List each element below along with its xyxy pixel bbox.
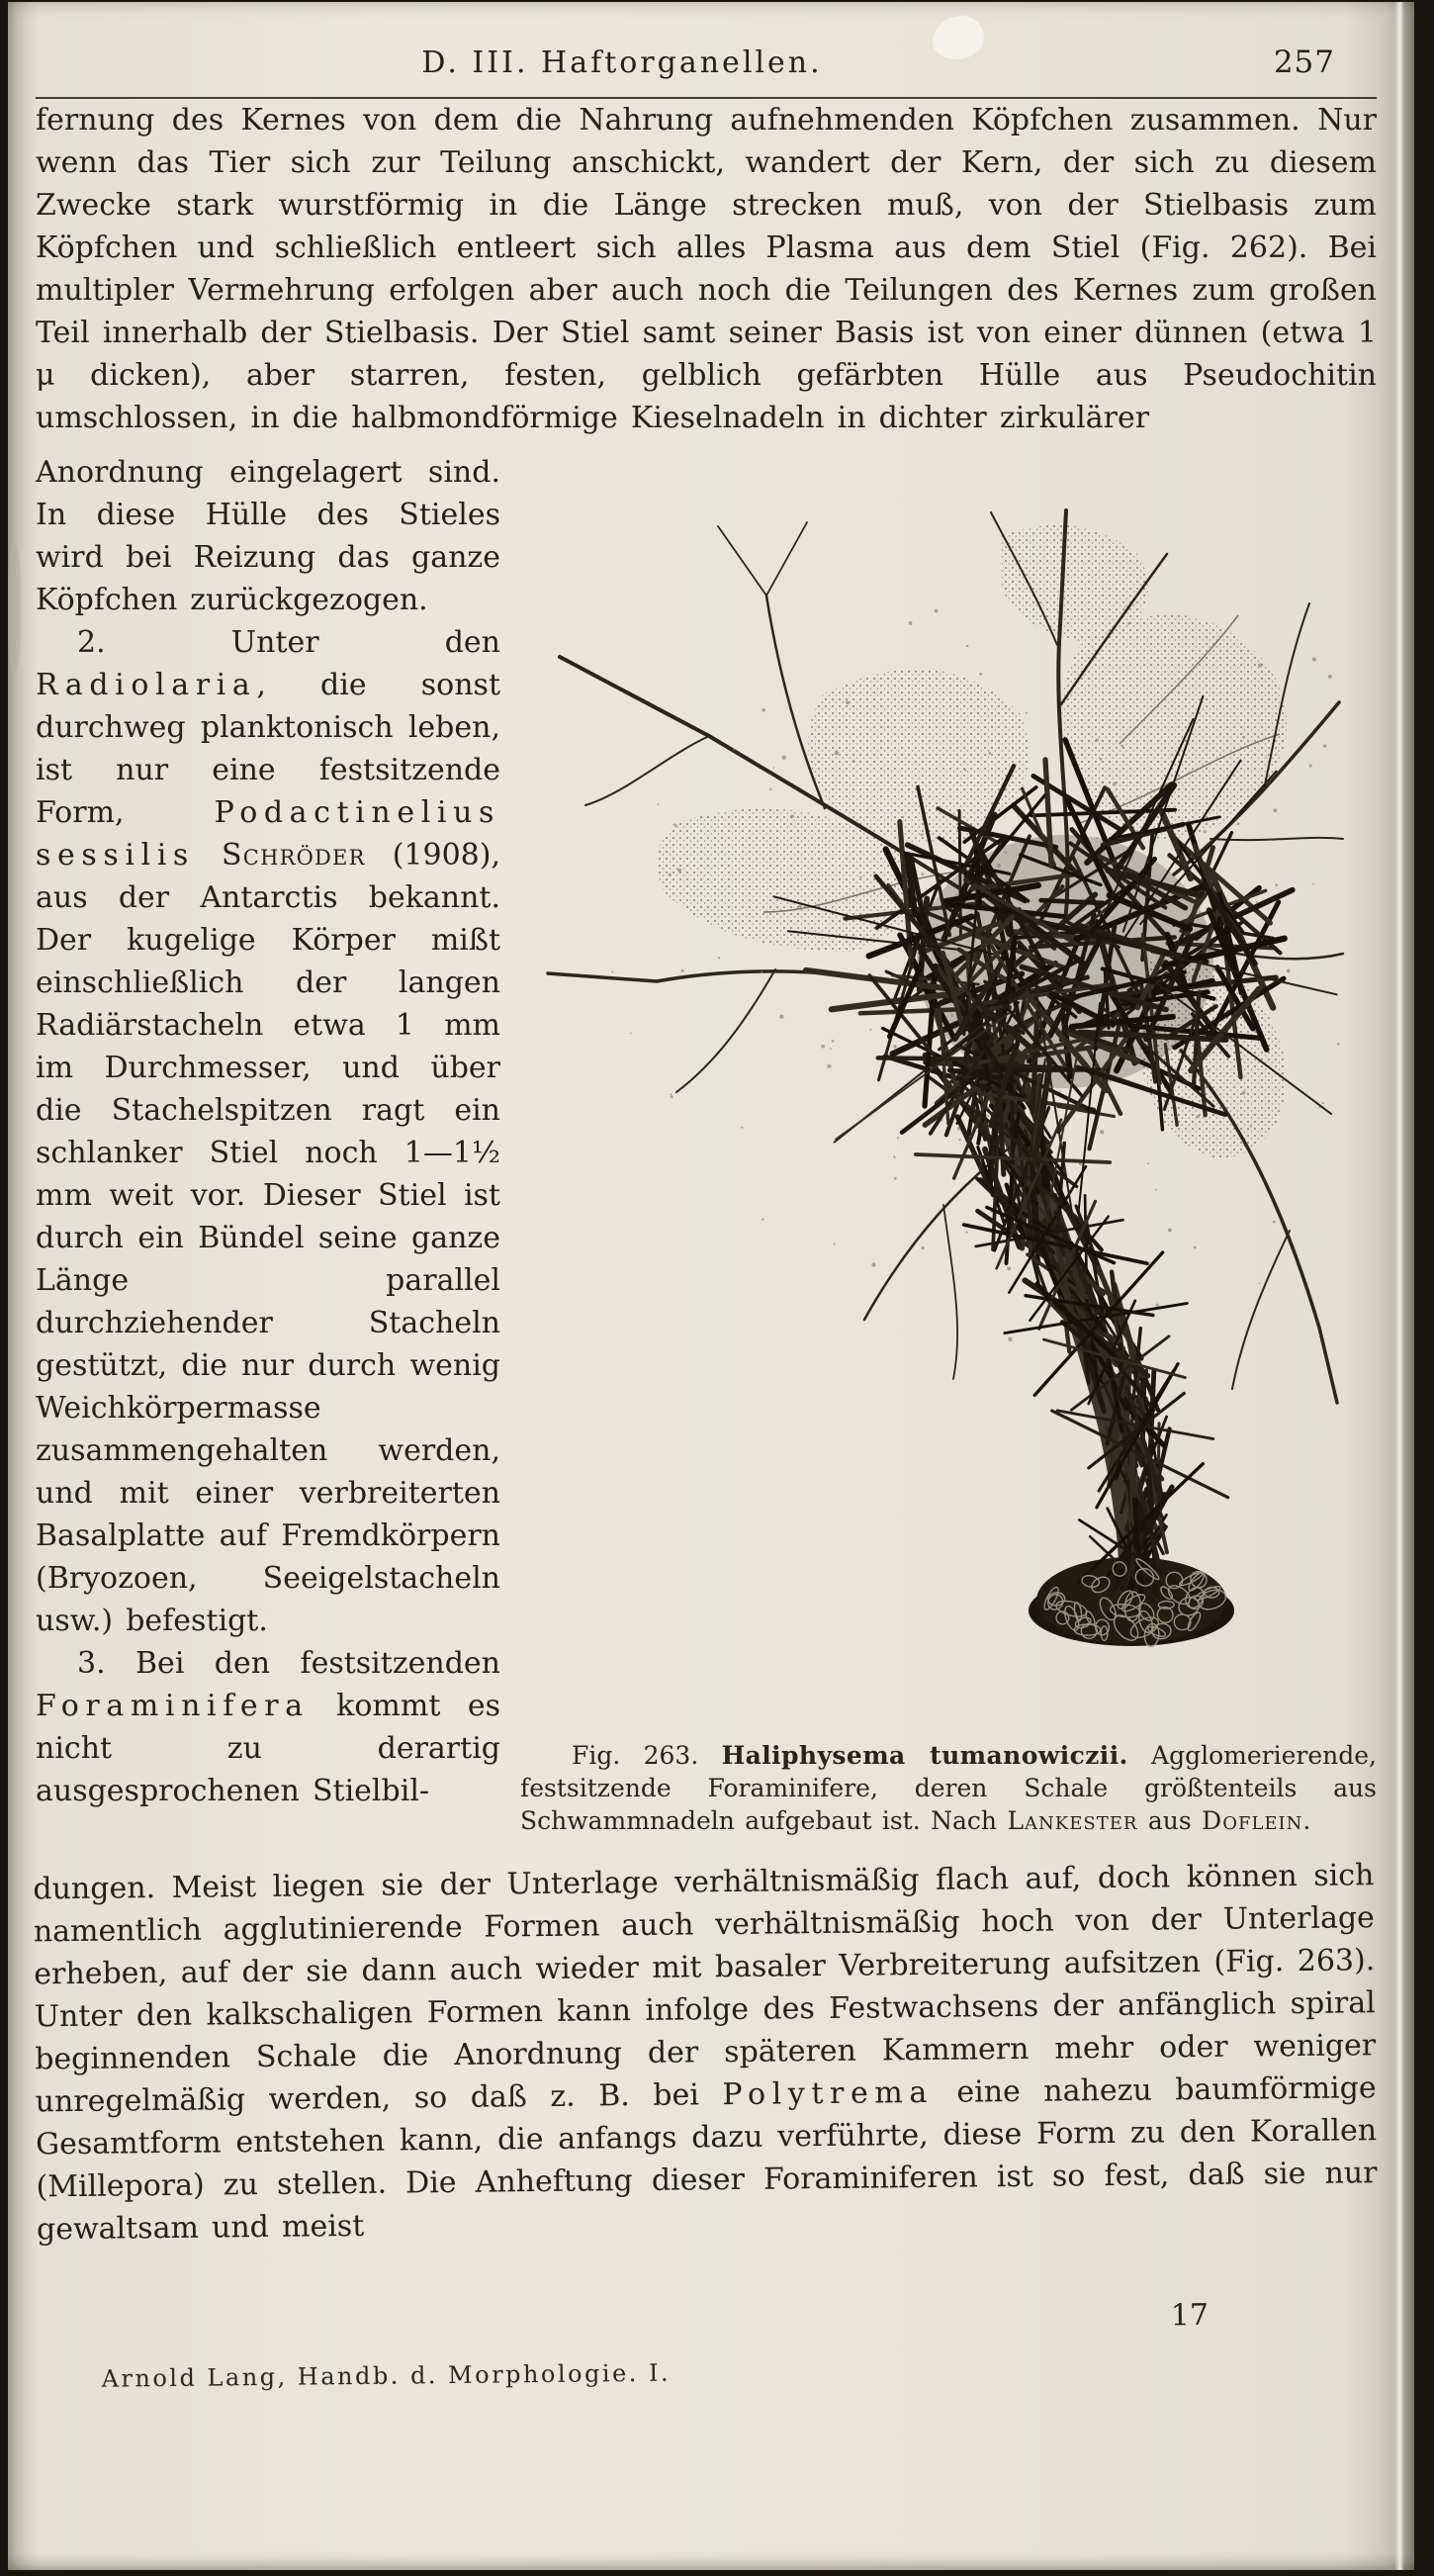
author-lankester: Lankester (1007, 1806, 1138, 1835)
spaced-term-foraminifera: Foraminifera (36, 1689, 310, 1723)
paragraph-foraminifera (36, 1642, 500, 1812)
spaced-term-radiolaria: Radiolaria (36, 668, 257, 702)
text-segment: eine nahezu baumförmige Gesamtform entstehen kann, die anfangs dazu verführte, diese Form zu den Korallen (Millepora) zu stellen. Die Anheftung dieser Foraminiferen ist so fest, daß sie nur gewaltsam und meist (35, 2070, 1378, 2248)
left-text-column (36, 451, 500, 1812)
text-segment: (1908), aus der Antarctis bekannt. Der kugelige Körper mißt einschließlich der langen Radiärstacheln etwa 1 mm im Durchmesser, und über die Stachelspitzen ragt ein schlanker Stiel noch 1—1½ mm weit vor. Dieser Stiel ist durch ein Bündel seine ganze Länge parallel durchziehender Stacheln gestützt, die nur durch wenig Weichkörpermasse zusammengehalten werden, und mit einer verbreiterten Basalplatte auf Fremdkörpern (Bryozoen, Seeigelstacheln usw.) befestigt. (36, 838, 500, 1638)
text-segment: kommt es nicht zu derartig ausgesprochenen Stielbil- (36, 1689, 500, 1808)
figure-column (500, 451, 1377, 1837)
text-segment: , die sonst durchweg planktonisch leben, ist nur eine festsitzende Form, (36, 668, 500, 830)
author-schroeder: Schröder (222, 838, 366, 873)
page-content (33, 42, 1378, 2396)
section-heading: D. III. Haftorganellen. (421, 46, 823, 80)
author-doflein: Doflein. (1202, 1806, 1312, 1835)
page-edge-highlight (1394, 2, 1404, 2570)
scan-smudge (8, 544, 21, 671)
text-segment: 3. Bei den festsitzenden (77, 1646, 500, 1681)
paragraph-bottom (33, 1854, 1378, 2251)
lower-page-block (33, 1854, 1380, 2401)
spaced-term-polytrema: Polytrema (722, 2074, 935, 2113)
paragraph-huelle: Anordnung eingelagert sind. In diese Hülle des Stieles wird bei Reizung das ganze Köpfchen zurückgezogen. (36, 455, 500, 617)
figure-illustration-haliphysema (526, 497, 1347, 1715)
sheet-signature-number: 17 (1170, 2297, 1210, 2334)
text-segment: 2. Unter den (77, 625, 500, 660)
book-imprint: Arnold Lang, Handb. d. Morphologie. I. (101, 2358, 672, 2393)
text-segment: Agglomerierende, festsitzende Foraminifere, deren Schale größtenteils aus Schwammnadeln aufgebaut ist. Nach (520, 1741, 1377, 1835)
paragraph-top-continuation: fernung des Kernes von dem die Nahrung aufnehmenden Köpfchen zusammen. Nur wenn das Tier sich zur Teilung anschickt, wandert der Kern, der sich zu diesem Zwecke stark wurstförmig in die Länge strecken muß, von der Stielbasis zum Köpfchen und schließlich entleert sich alles Plasma aus dem Stiel (Fig. 262). Bei multipler Vermehrung erfolgen aber auch noch die Teilungen des Kernes zum großen Teil innerhalb der Stielbasis. Der Stiel samt seiner Basis ist von einer dünnen (etwa 1 μ dicken), aber starren, festen, gelblich gefärbten Hülle aus Pseudochitin umschlossen, in die halbmondförmige Kieselnadeln in dichter zirkulärer (36, 103, 1377, 435)
species-name: Haliphysema tumanowiczii. (721, 1741, 1128, 1770)
spaced-term-podactinelius: Podactinelius sessilis (36, 795, 500, 873)
text-segment: aus (1137, 1806, 1203, 1835)
figure-caption (520, 1739, 1377, 1837)
text-segment: dungen. Meist liegen sie der Unterlage verhältnismäßig flach auf, doch können sich namentlich agglutinierende Formen auch verhältnismäßig hoch von der Unterlage erheben, auf der sie dann auch wieder mit basaler Verbreiterung aufsitzen (Fig. 263). Unter den kalkschaligen Formen kann infolge des Festwachsens der anfänglich spiral beginnenden Schale die Anordnung der späteren Kammern mehr oder weniger unregelmäßig werden, so daß z. B. bei (33, 1858, 1377, 2120)
page-number: 257 (1273, 45, 1335, 80)
running-header (36, 42, 1377, 89)
paragraph-radiolaria (36, 621, 500, 1642)
figure-number: Fig. 263. (572, 1741, 722, 1770)
page-paper (8, 2, 1414, 2570)
text-segment (195, 838, 222, 873)
text-figure-row (36, 451, 1377, 1837)
